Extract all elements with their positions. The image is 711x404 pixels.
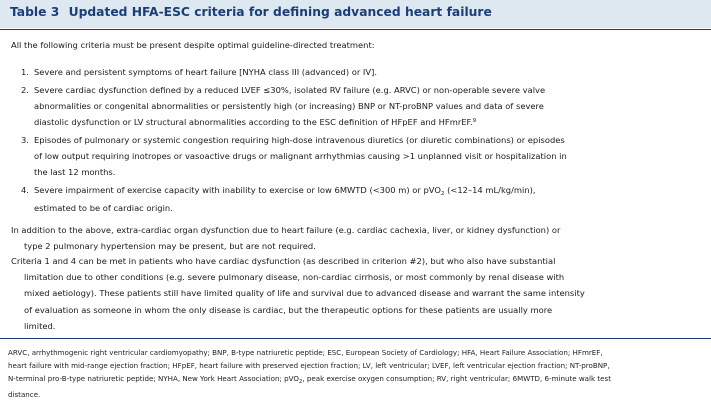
table-label: Table 3 <box>10 5 60 19</box>
paragraph-line: mixed aetiology). These patients still have limited quality of life and survival due to advanced disease and warrant the same intensity <box>24 288 585 299</box>
criteria-note-paragraph <box>11 253 585 334</box>
criterion-line: Severe cardiac dysfunction defined by a reduced LVEF ≤30%, isolated RV failure (e.g. ARVC) or non-operable severe valve <box>34 85 546 95</box>
paragraph-line: of evaluation as someone in whom the only disease is cardiac, but the therapeutic options for these patients are usually more <box>24 304 553 315</box>
footnote-line: ARVC, arrhythmogenic right ventricular cardiomyopathy; BNP, B-type natriuretic peptide; ESC, European Society of Cardiology; HFA, Heart Failure Association; HFmrEF, <box>8 348 603 357</box>
bottom-rule <box>0 338 711 339</box>
footnote-line: distance. <box>8 389 41 399</box>
criterion-line: the last 12 months. <box>34 167 116 178</box>
criterion-number: 1. <box>21 67 29 77</box>
criterion-line: Episodes of pulmonary or systemic congestion requiring high-dose intravenous diuretics (or diuretic combinations) or episodes <box>34 135 565 145</box>
table-title-bar <box>0 0 711 28</box>
paragraph-line: limitation due to other conditions (e.g. severe pulmonary disease, non-cardiac cirrhosis, or most commonly by renal disease with <box>24 272 565 283</box>
table-title: Updated HFA-ESC criteria for defining advanced heart failure <box>68 5 492 19</box>
top-rule <box>0 29 711 30</box>
criterion-line: estimated to be of cardiac origin. <box>34 203 173 214</box>
criterion-line: Severe and persistent symptoms of heart failure [NYHA class III (advanced) or IV]. <box>34 67 377 77</box>
criterion-line: of low output requiring inotropes or vasoactive drugs or malignant arrhythmias causing >1 unplanned visit or hospitalization in <box>34 151 567 162</box>
criterion-line <box>34 182 536 200</box>
reference-superscript: 9 <box>472 118 477 125</box>
criterion-2 <box>34 82 545 133</box>
footnote-line <box>8 372 711 387</box>
criterion-number: 3. <box>21 135 29 145</box>
criterion-1 <box>34 64 377 80</box>
table-footnote <box>8 346 711 401</box>
paragraph-line: In addition to the above, extra-cardiac organ dysfunction due to heart failure (e.g. cardiac cachexia, liver, or kidney dysfunction) or <box>11 225 561 235</box>
intro-text: All the following criteria must be present despite optimal guideline-directed treatment: <box>11 40 375 50</box>
subscript: 2 <box>298 379 303 386</box>
footnote-text: , peak exercise oxygen consumption; RV, right ventricular; 6MWTD, 6-minute walk test <box>302 374 611 384</box>
criterion-line: abnormalities or congenital abnormalities or persistently high (or increasing) BNP or NT-proBNP values and data of severe <box>34 101 544 112</box>
paragraph-line: type 2 pulmonary hypertension may be present, but are not required. <box>24 241 316 252</box>
criterion-number: 4. <box>21 185 29 195</box>
criterion-line <box>34 114 545 132</box>
criterion-4 <box>34 182 536 216</box>
criterion-text: Severe impairment of exercise capacity with inability to exercise or low 6MWTD (<300 m) or pVO <box>34 185 441 195</box>
criterion-3 <box>34 132 567 181</box>
footnote-line: heart failure with mid-range ejection fraction; HFpEF, heart failure with preserved ejection fraction; LV, left ventricular; LVEF, left ventricular ejection fraction; NT-proBNP, <box>8 361 610 371</box>
paragraph-line: Criteria 1 and 4 can be met in patients who have cardiac dysfunction (as described in criterion #2), but who also have substantial <box>11 256 556 266</box>
criterion-number: 2. <box>21 85 29 95</box>
subscript: 2 <box>440 191 445 197</box>
criterion-text: (<12–14 mL/kg/min), <box>444 185 536 195</box>
criterion-line-text: diastolic dysfunction or LV structural abnormalities according to the ESC definition of HFpEF and HFmrEF. <box>34 117 473 128</box>
addition-paragraph <box>11 222 560 254</box>
paragraph-line: limited. <box>24 320 56 331</box>
footnote-text: N-terminal pro-B-type natriuretic peptide; NYHA, New York Heart Association; pVO <box>8 374 299 384</box>
